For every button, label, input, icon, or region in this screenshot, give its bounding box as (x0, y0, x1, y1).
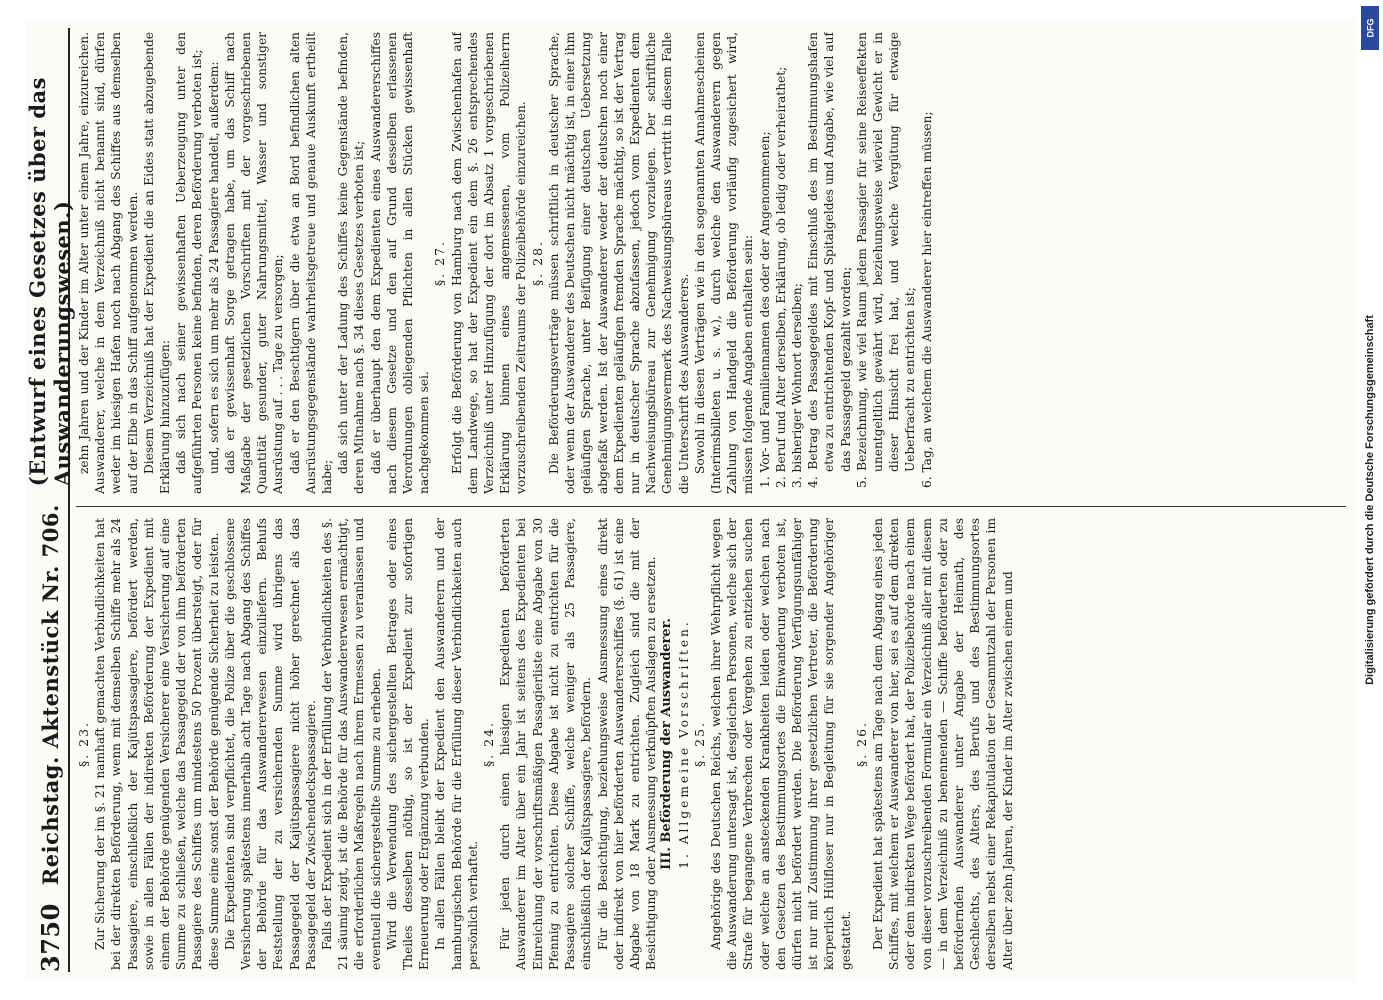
paragraph: zehn Jahren und der Kinder im Alter unter einem Jahre, einzureichen. Auswanderer, welche in dem Verzeichniß nicht benannt sind, dürfen weder im hiesigen Hafen noch nach Abgang des Schiffes aus demselben auf der Elbe in das Schiff aufgenommen werden. (77, 32, 140, 494)
paragraph: In allen Fällen bleibt der Expedient den Auswanderern und der hamburgischen Behörde für die Erfüllung dieser Verbindlichkeiten auch persönlich verhaftet. (433, 518, 480, 970)
left-column (76, 518, 1348, 970)
dfg-logo (1361, 6, 1379, 50)
sidebar (1360, 0, 1380, 1000)
paragraph: Die Expedienten sind verpflichtet, die Polize über die geschlossene Versicherung spätestens innerhalb acht Tage nach Abgang des Schiffes der Behörde für das Auswandererwesen einzuliefern. Behufs Feststellung der zu versichernden Summe wird übrigens das Passagegeld der Kajütspassagiere nicht höher gerechnet als das Passagegeld der Zwischendeckspassagiere. (222, 518, 318, 970)
page-header (25, 28, 75, 972)
section-heading: §. 23. (76, 720, 91, 768)
paragraph: Falls der Expedient sich in der Erfüllung der Verbindlichkeiten des §. 21 säumig zeigt, ist die Behörde für das Auswandererwesen ermächtigt, die erforderlichen Maßregeln nach ihrem Ermessen zu veranlassen und eventuell die sichergestellte Summe zu erheben. (320, 518, 383, 970)
chapter-heading: III. Beförderung der Auswanderer. (659, 618, 675, 870)
paragraph: Zur Sicherung der im §. 21 namhaft gemachten Verbindlichkeiten hat bei der direkten Beförderung, wenn mit demselben Schiffe mehr als 24 Passagiere, einschließlich der Kajütspassagiere, befördert werden, sowie in allen Fällen der indirekten Beförderung der Expedient mit einem der Behörde genügenden Versicherer eine Versicherung auf eine Summe zu schließen, welche das Passagegeld der von ihm beförderten Passagiere des Schiffes um mindestens 50 Prozent übersteigt, oder für diese Summe eine sonst der Behörde genügende Sicherheit zu leisten. (93, 518, 221, 970)
list-item: 3. bisheriger Wohnort derselben; (789, 283, 804, 488)
paragraph: Für die Besichtigung, beziehungsweise Ausmessung eines direkt oder indirekt von hier beförderten Auswandererschiffes (§. 61) ist eine Abgabe von 18 Mark zu entrichten. Zugleich sind die mit der Besichtigung oder Ausmessung verknüpften Auslagen zu ersetzen. (595, 518, 659, 970)
section-heading: §. 27. (432, 239, 448, 287)
section-heading: §. 25. (691, 720, 707, 768)
paragraph: Angehörige des Deutschen Reichs, welchen ihrer Wehrpflicht wegen die Auswanderung untersagt ist, desgleichen Personen, welche sich der Strafe für begangene Verbrechen oder Vergehen zu entziehen suchen oder welche an ansteckenden Krankheiten leiden oder welchen nach den Gesetzen des Bestimmungsortes die Einwanderung verboten ist, dürfen nicht befördert werden. Die Beförderung Verfügungsunfähiger ist nur mit Zustimmung ihrer gesetzlichen Vertreter, die Beförderung körperlich Hülfloser nur in Begleitung für sie sorgender Angehöriger gestattet. (708, 518, 853, 970)
paragraph: daß sich nach seiner gewissenhaften Ueberzeugung unter den aufgeführten Personen keine befinden, deren Beförderung verboten ist; (174, 32, 205, 494)
list-item: 6. Tag, an welchem die Auswanderer hier eintreffen müssen; (919, 111, 934, 488)
paragraph: Wird die Verwendung des sichergestellten Betrages oder eines Theiles desselben nöthig, so ist der Expedient zur sofortigen Erneuerung oder Ergänzung verbunden. (384, 518, 432, 970)
paragraph: Sowohl in diesen Verträgen wie in den sogenannten Annahmescheinen (Interimsbilleten u. s. w.), durch welche den Auswanderern gegen Zahlung von Handgeld die Beförderung vorläufig zugesichert wird, müssen folgende Angaben enthalten sein: (692, 32, 756, 494)
subheading: 1. Allgemeine Vorschriften. (676, 619, 691, 869)
header-title: (Entwurf eines Gesetzes über das Auswanderungswesen.) (25, 77, 75, 487)
list-item: 2. Beruf und Alter derselben, Erklärung, ob ledig oder verheirathet; (773, 66, 788, 488)
paragraph: daß sich unter der Ladung des Schiffes keine Gegenstände befinden, deren Mitnahme nach §. 34 dieses Gesetzes verboten ist; (336, 32, 367, 494)
rotated-page (26, 20, 1356, 980)
section-heading: §. 28. (529, 239, 545, 287)
list-item: 1. Vor- und Familiennamen des oder der Angenommenen; (757, 131, 772, 488)
paragraph: und, sofern es sich um mehr als 24 Passagiere handelt, außerdem: (206, 61, 221, 474)
paragraph: Für jeden durch einen hiesigen Expedienten beförderten Auswanderer im Alter über ein Jahr ist seitens des Expedienten bei Einreichung der vorschriftsmäßigen Passagierliste eine Abgabe von 30 Pfennig zu entrichten. Diese Abgabe ist nicht zu entrichten für die Passagiere solcher Schiffe, welche weniger als 25 Passagiere, einschließlich der Kajütspassagiere, befördern. (498, 518, 594, 970)
paragraph: daß er überhaupt den dem Expedienten eines Auswandererschiffes nach diesem Gesetze und den auf Grund desselben erlassenen Verordnungen obliegenden Pflichten in allen Stücken gewissenhaft nachgekommen sei. (368, 32, 432, 494)
paragraph: Die Beförderungsverträge müssen schriftlich in deutscher Sprache, oder wenn der Auswanderer des Deutschen nicht mächtig ist, in einer ihm geläufigen Sprache, unter Beifügung einer deutschen Uebersetzung abgefaßt werden. Ist der Auswanderer weder der deutschen noch einer dem Expedienten geläufigen fremden Sprache mächtig, so ist der Vertrag nur in deutscher Sprache abzufassen, jedoch vom Expedienten dem Nachweisungsbüreau zur Genehmigung vorzulegen. Der schriftliche Genehmigungsvermerk des Nachweisungsbüreaus vertritt in diesem Falle die Unterschrift des Auswanderers. (546, 32, 691, 494)
paragraph: daß er den Beschtigern über die etwa an Bord befindlichen alten Ausrüstungsgegenstände wahrheitsgetreue und genaue Auskunft ertheilt habe; (287, 32, 335, 494)
paragraph: Diesem Verzeichniß hat der Expedient die an Eides statt abzugebende Erklärung hinzuzufügen: (141, 32, 173, 494)
column-divider (76, 506, 1346, 507)
right-column (76, 32, 1348, 494)
paragraph: Erfolgt die Beförderung von Hamburg nach dem Zwischenhafen auf dem Landwege, so hat der Expedient ein dem §. 26 entsprechendes Verzeichniß unter Hinzufügung der dort im Absatz 1 vorgeschriebenen Erklärung binnen eines angemessenen, vom Polizeiherrn vorzuschreibenden Zeitraums der Polizeibehörde einzureichen. (449, 32, 529, 494)
list-item: 4. Betrag des Passagegeldes mit Einschluß des im Bestimmungshafen etwa zu entrichtenden Kopf- und Spitalgeldes und Angabe, wie viel auf das Passagegeld gezahlt worden; (806, 32, 853, 488)
paragraph: Der Expedient hat spätestens am Tage nach dem Abgang eines jeden Schiffes, mit welchem er Auswanderer von hier, sei es auf dem direkten oder dem indirekten Wege befördert hat, der Polizeibehörde nach einem von dieser vorzuschreibenden Formular ein Verzeichniß aller mit diesem — in dem Verzeichniß zu benennenden — Schiffe beförderten oder zu befördernden Auswanderer unter Angabe der Heimath, des Geschlechts, des Alters, des Berufs und des Bestimmungsortes derselben nebst einer Rekapitulation der Gesammtzahl der Personen im Alter über zehn Jahren, der Kinder im Alter zwischen einem und (870, 518, 1015, 970)
page-number: 3750 (35, 903, 65, 972)
paragraph: daß er gewissenhaft Sorge getragen habe, um das Schiff nach Maßgabe der gesetzlichen Vorschriften mit der vorgeschriebenen Quantität gesunder, guter Nahrungsmittel, Wasser und sonstiger Ausrüstung auf . . . Tage zu versorgen; (222, 32, 286, 494)
dfg-logo-text: DFG (1365, 18, 1375, 38)
header-left: Reichstag. Aktenstück Nr. 706. (37, 504, 63, 886)
section-heading: §. 26. (853, 720, 869, 768)
digitization-note: Digitalisierung gefördert durch die Deutsche Forschungsgemeinschaft (1364, 315, 1376, 685)
list-item: 5. Bezeichnung, wie viel Raum jedem Passagier für seine Reiseeffekten unentgeltlich gewährt wird, beziehungsweise wieviel Gewicht er in dieser Hinsicht frei hat, und welche Vergütung für etwaige Ueberfracht zu entrichten ist; (854, 32, 918, 488)
section-heading: §. 24. (481, 720, 497, 768)
